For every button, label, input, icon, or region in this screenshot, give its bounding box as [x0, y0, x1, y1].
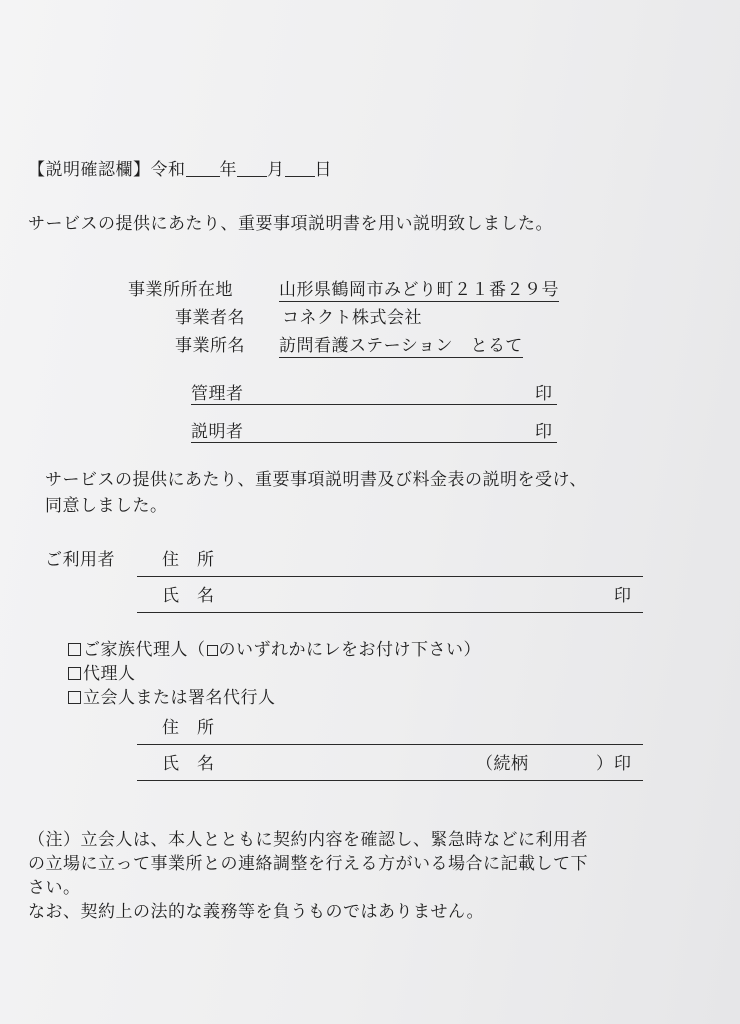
month-unit: 月 [267, 160, 285, 180]
explainer-label: 説明者 [191, 422, 244, 442]
manager-seal: 印 [535, 384, 553, 404]
note-line2: の立場に立って事業所との連絡調整を行える方がいる場合に記載して下 [28, 854, 588, 874]
month-blank[interactable] [237, 160, 267, 177]
operator-label: 事業者名 [175, 308, 245, 328]
user-name-line[interactable] [137, 612, 643, 613]
explainer-signature-line[interactable] [191, 442, 557, 443]
consent-statement-line1: サービスの提供にあたり、重要事項説明書及び料金表の説明を受け、 [45, 470, 587, 490]
option-agent[interactable] [68, 664, 136, 684]
consent-statement-line2: 同意しました。 [45, 496, 168, 516]
manager-signature-line[interactable] [191, 404, 557, 405]
header-title: 【説明確認欄】 [28, 160, 151, 180]
operator-value: コネクト株式会社 [282, 308, 422, 328]
witness-label: 立会人または署名代行人 [83, 688, 276, 708]
agent-name-label: 氏 名 [162, 754, 215, 774]
office-value: 訪問看護ステーション とるて [279, 336, 523, 356]
agent-address-line[interactable] [137, 744, 643, 745]
option-family[interactable] [68, 640, 481, 660]
location-value: 山形県鶴岡市みどり町２１番２９号 [279, 280, 559, 300]
location-label: 事業所所在地 [128, 280, 233, 300]
relation-open: （続柄 [476, 754, 529, 774]
agent-label: 代理人 [83, 664, 136, 684]
family-note: のいずれかにレをお付け下さい） [218, 640, 481, 660]
manager-label: 管理者 [191, 384, 244, 404]
day-blank[interactable] [285, 160, 315, 177]
era-name: 令和 [150, 160, 186, 180]
user-address-label: 住 所 [162, 550, 215, 570]
user-label: ご利用者 [45, 550, 115, 570]
witness-checkbox[interactable] [68, 691, 81, 704]
year-unit: 年 [219, 160, 237, 180]
agent-seal: 印 [614, 754, 632, 774]
option-witness[interactable] [68, 688, 276, 708]
note-line3: さい。 [28, 878, 81, 898]
user-name-label: 氏 名 [162, 586, 215, 606]
office-label: 事業所名 [175, 336, 245, 356]
explanation-statement: サービスの提供にあたり、重要事項説明書を用い説明致しました。 [28, 214, 553, 234]
family-checkbox[interactable] [68, 643, 81, 656]
family-label: ご家族代理人（ [83, 640, 206, 660]
note-line1: （注）立会人は、本人とともに契約内容を確認し、緊急時などに利用者 [28, 830, 588, 850]
checkbox-symbol-icon [207, 645, 218, 656]
agent-name-line[interactable] [137, 780, 643, 781]
year-blank[interactable] [186, 160, 220, 177]
day-unit: 日 [314, 160, 332, 180]
agent-checkbox[interactable] [68, 667, 81, 680]
confirmation-header [28, 160, 332, 180]
explainer-seal: 印 [535, 422, 553, 442]
note-line4: なお、契約上の法的な義務等を負うものではありません。 [28, 902, 485, 922]
agent-address-label: 住 所 [162, 718, 215, 738]
relation-close: ） [596, 754, 614, 774]
user-address-line[interactable] [137, 576, 643, 577]
user-seal: 印 [614, 586, 632, 606]
